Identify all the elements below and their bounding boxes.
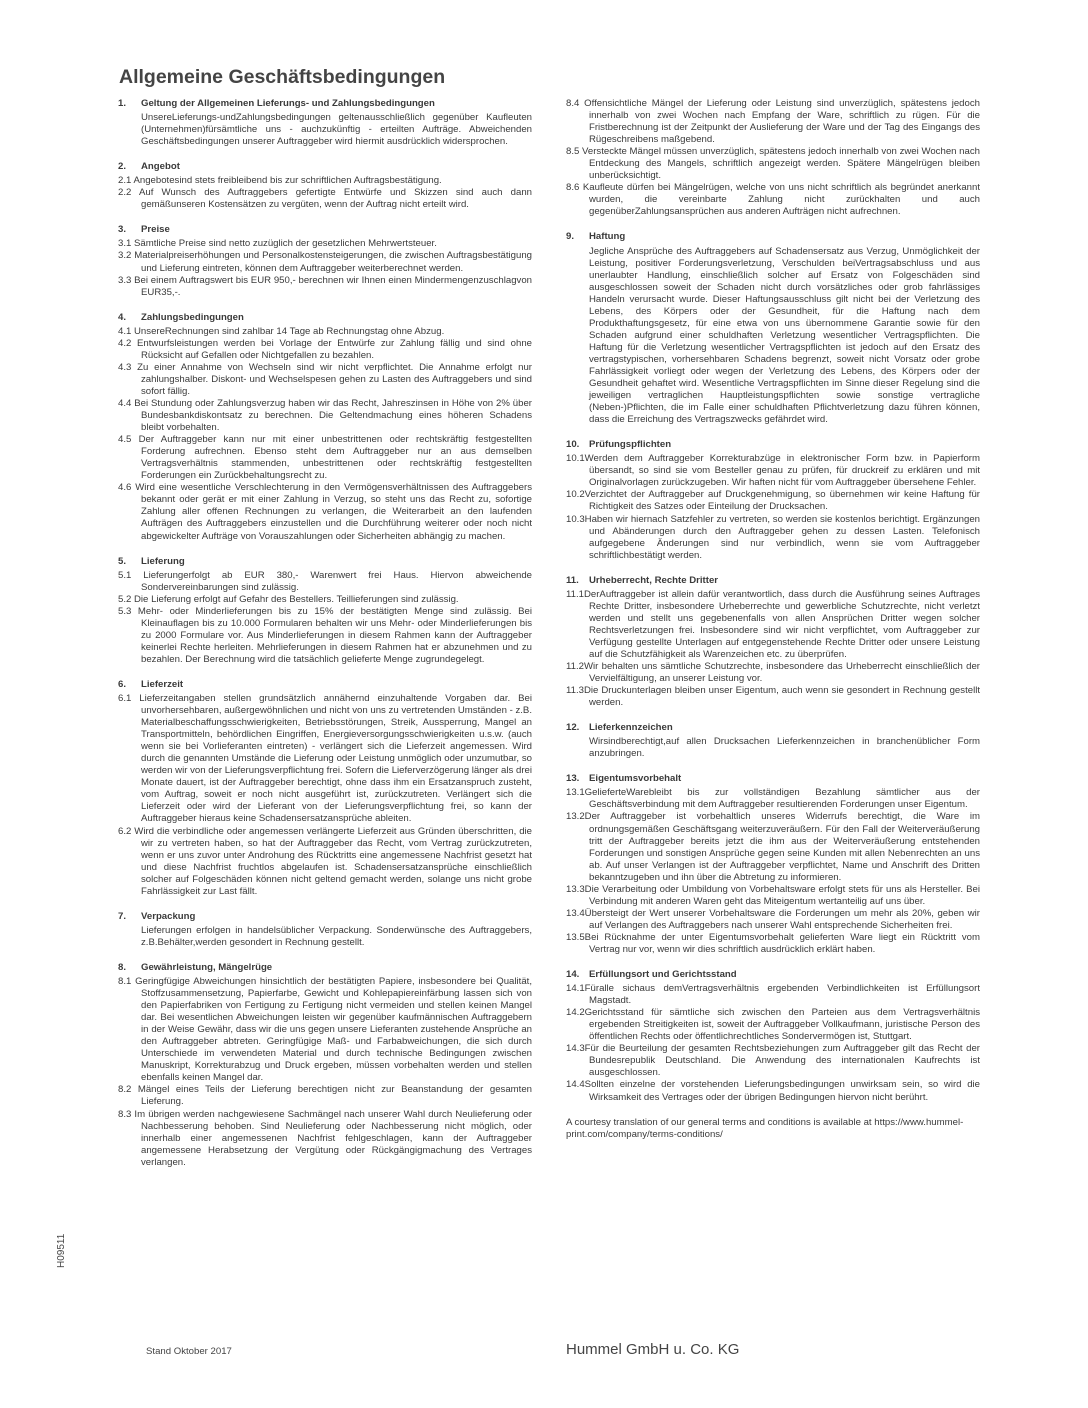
clause-text: 4.6 Wird eine wesentliche Verschlechterung in den Vermögensverhältnissen des Auftraggebers bekannt oder gerät er mit einer Zahlung in Verzug, so steht uns das Recht zu, sofortige Zahlung aller offenen Rechnungen zu verlangen, die Weiterarbeit an den laufenden Aufträgen des Auftraggebers einzustellen und die Durchführung weiterer oder noch nicht abgewickelter Aufträge von Vorauszahlungen oder Sicherheiten abhängig zu machen. <box>118 482 532 542</box>
section-heading <box>118 98 532 110</box>
clause-text: 13.1GelieferteWarebleibt bis zur vollständigen Bezahlung sämtlicher aus der Geschäftsverbindung mit dem Auftraggeber resultierenden Forderungen unser Eigentum. <box>566 787 980 811</box>
section-heading <box>118 962 532 974</box>
section-number: 5. <box>118 555 127 567</box>
footer-company: Hummel GmbH u. Co. KG <box>566 1341 740 1358</box>
terms-section <box>118 962 532 1169</box>
terms-section <box>566 439 980 561</box>
terms-section <box>118 679 532 898</box>
clause-text: 8.2 Mängel eines Teils der Lieferung berechtigen nicht zur Beanstandung der gesamten Lieferung. <box>118 1084 532 1108</box>
clause-text: 14.1Füralle sichaus demVertragsverhältnis ergebenden Verbindlichkeiten ist Erfüllungsort Magstadt. <box>566 983 980 1007</box>
terms-section <box>118 312 532 543</box>
clause-text: 13.4Übersteigt der Wert unserer Vorbehaltsware die Forderungen um mehr als 20%, geben wir auf Verlangen des Auftraggebers nach unserer Wahl entsprechende Sicherheiten frei. <box>566 907 980 931</box>
clause-text: 4.3 Zu einer Annahme von Wechseln sind wir nicht verpflichtet. Die Annahme erfolgt nur zahlungshalber. Diskont- und Wechselspesen gehen zu Lasten des Auftraggebers und sind sofort fällig. <box>118 361 532 397</box>
clause-text: Jegliche Ansprüche des Auftraggebers auf Schadensersatz aus Verzug, Unmöglichkeit der Leistung, positiver Forderungsverletzung, Verschulden beiVertragsabschluss und aus unerlaubter Handlung, einschließlich solcher auf Ersatz von Folgeschäden sind ausgeschlossen soweit der Schaden nicht durch vorsätzliches oder grob fahrlässiges Handeln verursacht wurde. Dieser Haftungsausschluss gilt nicht bei der Verletzung des Lebens, des Körpers oder der Gesundheit, für die Haftung nach dem Produkthaftungsgesetz, für eine etwa von uns übernommene Garantie sowie für den Schaden aufgrund einer schuldhaften Verletzung wesentlicher Vertragspflichten. Die Haftung für die Verletzung wesentlicher Vertragspflichten ist jedoch auf den Ersatz des vertragstypischen, vorhersehbaren Schadens begrenzt, soweit nicht Vorsatz oder grobe Fahrlässigkeit vorliegt oder wegen der Verletzung des Lebens, des Körpers oder der Gesundheit gehaftet wird. Wesentliche Vertragspflichten im Sinne dieser Regelung sind die jeweiligen vertraglichen Hauptleistungspflichten sowie sonstige vertragliche (Neben-)Pflichten, die im Falle einer schuldhaften Pflichtverletzung dazu führen können, dass die Erreichung des Vertragszwecks gefährdet wird. <box>589 245 980 426</box>
terms-section <box>118 161 532 211</box>
section-title: Verpackung <box>141 910 196 922</box>
section-number: 6. <box>118 678 127 690</box>
clause-text: 11.2Wir behalten uns sämtliche Schutzrechte, insbesondere das Urheberrecht einschließlich der Vervielfältigung, an unserer Leistung vor. <box>566 661 980 685</box>
clause-text: 13.2Der Auftraggeber ist vorbehaltlich unseres Widerrufs berechtigt, die Ware im ordnungsgemäßen Geschäftsgang weiterzuveräußern. Für den Fall der Weiterveräußerung tritt der Auftraggeber bereits jetzt die ihm aus der Weiterveräußerung entstehenden Forderungen und sonstigen Ansprüche gegen seine Kunden mit allen Nebenrechten an uns ab. Auf unser Verlangen ist der Auftraggeber verpflichtet, Name und Anschrift des Dritten bekanntzugeben und ihn über die Abtretung zu informieren. <box>566 811 980 883</box>
clause-text: 14.2Gerichtsstand für sämtliche sich zwischen den Parteien aus dem Vertragsverhältnis ergebenden Streitigkeiten ist, soweit der Auftraggeber Vollkaufmann, juristische Person des öffentlichen Rechts oder öffentlichrechtliches Sondervermögen ist, Stuttgart. <box>566 1007 980 1043</box>
section-title: Gewährleistung, Mängelrüge <box>141 961 273 973</box>
clause-text: 10.3Haben wir hiernach Satzfehler zu vertreten, so werden sie kostenlos berichtigt. Ergänzungen und Abänderungen durch den Auftraggeber gehen zu dessen Lasten. Telefonisch aufgegebene Änderungen sind nur verbindlich, wenn sie vom Auftraggeber schriftlichbestätigt werden. <box>566 513 980 561</box>
section-title: Lieferkennzeichen <box>589 722 673 734</box>
section-title: Prüfungspflichten <box>589 439 672 451</box>
clause-text: 13.5Bei Rücknahme der unter Eigentumsvorbehalt gelieferten Ware liegt ein Rücktritt vom Vertrag nur vor, wenn wir dies schriftlich ausdrücklich erklärt haben. <box>566 931 980 955</box>
clause-text: 4.1 UnsereRechnungen sind zahlbar 14 Tage ab Rechnungstag ohne Abzug. <box>118 325 445 337</box>
clause-text: 4.4 Bei Stundung oder Zahlungsverzug haben wir das Recht, Jahreszinsen in Höhe von 2% über Bundesbankdiskontsatz zu berechnen. Die Geltendmachung eines höheren Schadens bleibt vorbehalten. <box>118 397 532 434</box>
clause-text: 5.2 Die Lieferung erfolgt auf Gefahr des Bestellers. Teillieferungen sind zulässig. <box>118 593 459 605</box>
terms-section <box>566 773 980 956</box>
clause-text: 6.1 Lieferzeitangaben stellen grundsätzlich annähernd einzuhaltende Vorgaben dar. Bei unvorhersehbaren, außergewöhnlichen und nicht von uns zu vertretenden Umständen - z.B. Materialbeschaffungsschwierigkeiten, Betriebsstörungen, Streik, Aussperrung, Mangel an Transportmitteln, behördlichen Eingriffen, Energieversorgungsschwierigkeiten u.s.w. (auch wenn sie bei Vorlieferanten eintreten) - verlängert sich die Lieferzeit angemessen. Wird durch die genannten Umstände die Lieferung oder Leistung unmöglich oder unzumutbar, so werden wir von der Lieferungsverpflichtung frei. Sofern die Lieferverzögerung länger als drei Monate dauert, ist der Auftraggeber berechtigt, ohne dass ihm ein Ersatzanspruch zusteht, vom Auftrag, soweit er noch nicht ausgeführt ist, zurückzutreten. Verlängert sich die Lieferzeit oder wird der Lieferant von der Lieferungsverpflichtung frei, so kann der Auftraggeber hieraus keine Schadensersatzansprüche ableiten. <box>118 693 532 825</box>
clause-text: 4.2 Entwurfsleistungen werden bei Vorlage der Entwürfe zur Zahlung fällig und sind ohne Rücksicht auf Gefallen oder Nichtgefallen zu bezahlen. <box>118 337 532 361</box>
left-column <box>118 98 532 1182</box>
section-heading <box>118 556 532 568</box>
section-title: Preise <box>141 224 170 236</box>
clause-text: 5.1 Lieferungerfolgt ab EUR 380,- Warenwert frei Haus. Hiervon abweichende Sondervereinbarungen sind zulässig. <box>118 569 532 593</box>
clause-text: 8.5 Versteckte Mängel müssen unverzüglich, spätestens jedoch innerhalb von zwei Wochen nach Entdeckung des Mangels, schriftlich angezeigt werden. Spätere Mängelrügen bleiben unberücksichtigt. <box>566 146 980 182</box>
clause-text: 8.6 Kaufleute dürfen bei Mängelrügen, welche von uns nicht schriftlich als begründet anerkannt wurden, die vereinbarte Zahlung nicht zurückhalten und auch gegenüberZahlungsansprüchen aus anderen Aufträgen nicht aufrechnen. <box>566 182 980 218</box>
section-title: Urheberrecht, Rechte Dritter <box>589 574 719 586</box>
section-number: 4. <box>118 311 127 323</box>
clause-text: 5.3 Mehr- oder Minderlieferungen bis zu 15% der bestätigten Menge sind zulässig. Bei Kleinauflagen bis zu 10.000 Formularen behalten wir uns Mehr- oder Minderlieferungen bis zu 2000 Formulare vor. Aus Minderlieferungen in diesem Rahmen kann der Auftraggeber keinerlei Rechte herleiten. Mehrlieferungen in diesem Rahmen hat er abzunehmen und zu bezahlen. Der Berechnung wird die tatsächlich gelieferte Menge zugrundegelegt. <box>118 605 532 665</box>
terms-section <box>566 969 980 1104</box>
section-heading <box>566 773 980 785</box>
section-title: Haftung <box>589 231 626 243</box>
section-heading <box>118 224 532 236</box>
section-number: 9. <box>566 231 575 243</box>
terms-section <box>566 575 980 710</box>
section-number: 14. <box>566 969 580 981</box>
section-number: 10. <box>566 439 580 451</box>
section-title: Erfüllungsort und Gerichtsstand <box>589 969 737 981</box>
courtesy-note: A courtesy translation of our general terms and conditions is available at https://www.hummel-print.com/company/terms-conditions/ <box>566 1116 964 1140</box>
clause-text: 3.2 Materialpreiserhöhungen und Personalkostensteigerungen, die zwischen Auftragsbestätigung und Lieferung eintreten, können dem Auftraggeber weiterberechnet werden. <box>118 250 532 274</box>
section-number: 1. <box>118 98 127 109</box>
terms-section <box>118 98 532 148</box>
clause-text: 11.1DerAuftraggeber ist allein dafür verantwortlich, dass durch die Ausführung seines Auftrages Rechte Dritter, insbesondere Urheberrechte und gewerbliche Schutzrechte, nicht verletzt werden und stellt uns gegebenenfalls von allen Ansprüchen Dritter wegen solcher Rechtsverletzungen frei. Insbesondere sind wir nicht verpflichtet, vom Auftraggeber zur Verfügung gestellte Unterlagen auf entgegenstehende Rechte Dritter oder unsere Leistung auf die Schutzfähigkeit als Warenzeichen etc. zu überprüfen. <box>566 588 980 660</box>
terms-section <box>118 911 532 949</box>
section-heading <box>566 575 980 587</box>
section-title: Lieferung <box>141 555 185 567</box>
section-heading <box>118 679 532 691</box>
terms-section <box>566 98 980 218</box>
clause-text: 8.1 Geringfügige Abweichungen hinsichtlich der bestätigten Papiere, insbesondere bei Qualität, Stoffzusammensetzung, Papierfarbe, Gewicht und Kohlepapiereinfärbung lassen sich von den Papierfabriken von Fertigung zu Fertigung nicht vermeiden und stellen keinen Mangel dar. Bei wesentlichen Abweichungen leisten wir gegenüber kaufmännischen Auftraggebern in der Weise Gewähr, dass wir die uns gegen unsere Lieferanten zustehende Ansprüche an den Auftraggeber abtreten. Geringfügige Maß- und Farbabweichungen, die sich durch Unterschiede im verwendeten Material und durch technische Bedingungen zwischen Manuskript, Korrekturabzug und Druck ergeben, müssen vorbehalten werden und stellen ebenfalls keinen Mangel dar. <box>118 976 532 1084</box>
clause-text: 4.5 Der Auftraggeber kann nur mit einer unbestrittenen oder rechtskräftig festgestellten Forderung aufrechnen. Ebenso steht dem Auftraggeber nur an aus demselben Vertragsverhältnis stammenden, unbestrittenen oder rechtskräftig festgestellten Forderungen ein Zurückbehaltungsrecht zu. <box>118 434 532 482</box>
section-heading <box>566 439 980 451</box>
clause-text: 11.3Die Druckunterlagen bleiben unser Eigentum, auch wenn sie gesondert in Rechnung gestellt werden. <box>566 685 980 709</box>
clause-text: 13.3Die Verarbeitung oder Umbildung von Vorbehaltsware erfolgt stets für uns als Hersteller. Bei Verbindung mit anderen Waren geht das Miteigentum wertanteilig auf uns über. <box>566 883 980 907</box>
clause-text: Lieferungen erfolgen in handelsüblicher Verpackung. Sonderwünsche des Auftraggebers, z.B.Behälter,werden gesondert in Rechnung gestellt. <box>141 924 532 948</box>
clause-text: 10.1Werden dem Auftraggeber Korrekturabzüge in elektronischer Form bzw. in Papierform übersandt, so sind sie vom Besteller genau zu prüfen, für druckreif zu erklären und mit Originalvorlagen zurückzugeben. Wir haften nicht für vom Auftraggeber übersehene Fehler. <box>566 453 980 489</box>
document-code: H09511 <box>56 1233 67 1268</box>
section-number: 2. <box>118 161 127 173</box>
section-title: Angebot <box>141 161 180 173</box>
terms-section <box>566 722 980 760</box>
section-title: Zahlungsbedingungen <box>141 311 244 323</box>
page-title: Allgemeine Geschäftsbedingungen <box>119 66 446 88</box>
clause-text: 8.4 Offensichtliche Mängel der Lieferung oder Leistung sind unverzüglich, spätestens jedoch innerhalb von zwei Wochen nach Empfang der Ware, schriftlich zu rügen. Für die Fristberechnung ist der Zeitpunkt der Auslieferung der Ware und der Tag des Eingangs des Rügeschreibens maßgebend. <box>566 98 980 146</box>
section-title: Lieferzeit <box>141 678 184 690</box>
section-heading <box>566 231 980 243</box>
footer-stand: Stand Oktober 2017 <box>146 1346 232 1357</box>
right-column-sections <box>566 98 980 1104</box>
clause-text: 14.4Sollten einzelne der vorstehenden Lieferungsbedingungen unwirksam sein, so wird die Wirksamkeit des Vertrages oder der übrigen Bedingungen hiervon nicht berührt. <box>566 1079 980 1103</box>
section-title: Geltung der Allgemeinen Lieferungs- und Zahlungsbedingungen <box>141 98 435 109</box>
clause-text: 10.2Verzichtet der Auftraggeber auf Druckgenehmigung, so übernehmen wir keine Haftung für Richtigkeit des Satzes oder Einteilung der Drucksachen. <box>566 489 980 513</box>
clause-text: 6.2 Wird die verbindliche oder angemessen verlängerte Lieferzeit aus Gründen überschritten, die wir zu vertreten haben, so hat der Auftraggeber das Recht, vom Vertrag zurückzutreten, wenn er uns zuvor unter Androhung des Rücktritts eine angemessene Nachfrist gesetzt hat und diese Nachfrist fruchtlos abgelaufen ist. Schadensersatzansprüche einschließlich solcher auf Folgeschäden können nicht geltend gemacht werden, solange uns nicht grobe Fahrlässigkeit zur Last fällt. <box>118 825 532 897</box>
clause-text: 14.3Für die Beurteilung der gesamten Rechtsbeziehungen zum Auftraggeber gilt das Recht der Bundesrepublik Deutschland. Die Anwendung des internationalen Kaufrechts ist ausgeschlossen. <box>566 1043 980 1079</box>
clause-text: UnsereLieferungs-undZahlungsbedingungen geltenausschließlich gegenüber Kaufleuten (Unternehmen)fürsämtliche uns - auchzukünftig - erteilten Aufträge. Abweichenden Geschäftsbedingungen unserer Auftraggeber wird hiermit ausdrücklich widersprochen. <box>141 112 532 148</box>
section-heading <box>566 722 980 734</box>
section-heading <box>118 911 532 923</box>
terms-section <box>118 224 532 298</box>
section-heading <box>118 161 532 173</box>
clause-text: 2.1 Angebotesind stets freibleibend bis zur schriftlichen Auftragsbestätigung. <box>118 175 442 187</box>
section-number: 8. <box>118 961 127 973</box>
clause-text: 3.1 Sämtliche Preise sind netto zuzüglich der gesetzlichen Mehrwertsteuer. <box>118 238 437 250</box>
clause-text: 8.3 Im übrigen werden nachgewiesene Sachmängel nach unserer Wahl durch Neulieferung oder Nachbesserung behoben. Sind Neulieferung oder Nachbesserung nicht möglich, oder innerhalb einer angemessenen Nachfrist fehlgeschlagen, kann der Auftraggeber angemessene Herabsetzung der Vergütung oder Rückgängigmachung des Vertrages verlangen. <box>118 1108 532 1168</box>
section-number: 7. <box>118 910 127 922</box>
clause-text: Wirsindberechtigt,auf allen Drucksachen Lieferkennzeichen in branchenüblicher Form anzubringen. <box>589 736 980 760</box>
section-title: Eigentumsvorbehalt <box>589 773 682 785</box>
section-number: 12. <box>566 722 580 734</box>
clause-text: 2.2 Auf Wunsch des Auftraggebers gefertigte Entwürfe und Skizzen sind auch dann gemäßunseren Kostensätzen zu vergüten, wenn der Auftrag nicht erteilt wird. <box>118 187 532 211</box>
terms-section <box>118 556 532 666</box>
right-column <box>566 98 980 1141</box>
section-number: 11. <box>566 574 579 586</box>
section-number: 13. <box>566 773 580 785</box>
terms-section <box>566 231 980 426</box>
section-heading <box>566 969 980 981</box>
section-heading <box>118 312 532 324</box>
section-number: 3. <box>118 224 127 236</box>
clause-text: 3.3 Bei einem Auftragswert bis EUR 950,- berechnen wir Ihnen einen Mindermengenzuschlagvon EUR35,-. <box>118 274 532 298</box>
